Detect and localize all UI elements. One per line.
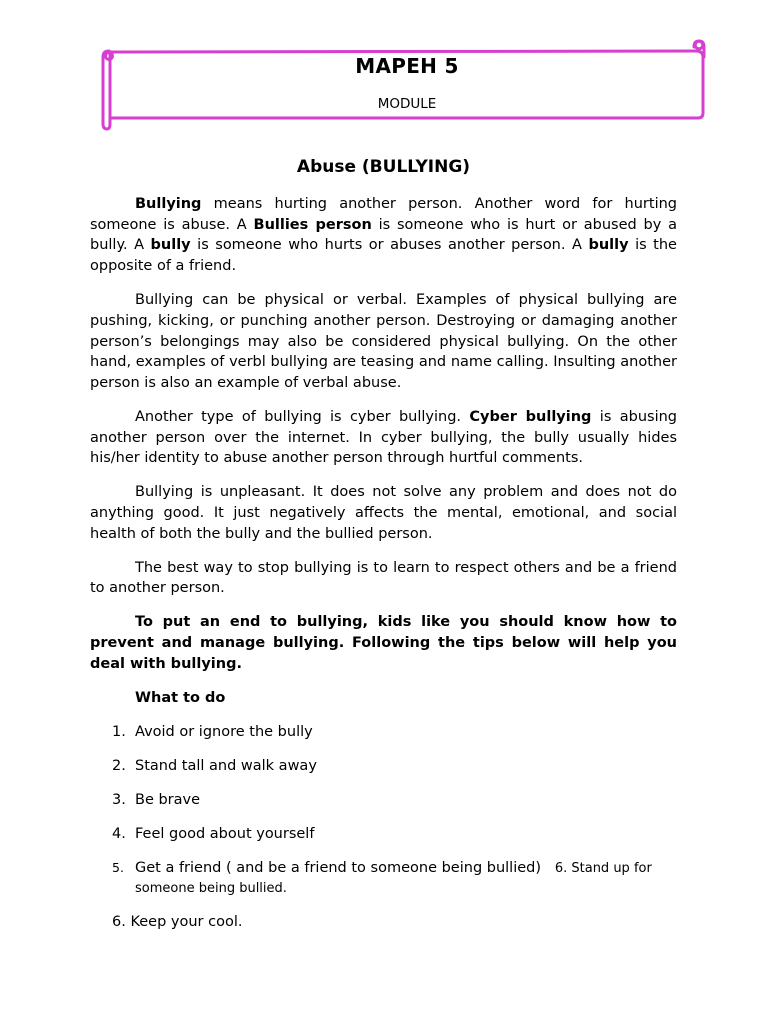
bold-term: bully xyxy=(588,237,629,254)
tips-list xyxy=(90,722,677,899)
scroll-banner-frame xyxy=(98,37,710,134)
paragraph-text: means hurting another person. Another word for hurting someone is abuse. A xyxy=(90,196,677,233)
last-list-item: 6. Keep your cool. xyxy=(112,914,243,931)
bold-term: Bullies person xyxy=(253,216,372,233)
paragraph-definition xyxy=(90,194,677,277)
paragraph-cyber xyxy=(90,407,677,469)
paragraph-best-way: The best way to stop bullying is to learn to respect others and be a friend to another person. xyxy=(90,559,677,597)
paragraph-tips-intro: To put an end to bullying, kids like you should know how to prevent and manage bullying. Following the tips below will help you deal with bullying. xyxy=(90,614,677,672)
paragraph-unpleasant: Bullying is unpleasant. It does not solve any problem and does not do anything good. It just negatively affects the mental, emotional, and social health of both the bully and the bullied person. xyxy=(90,484,677,542)
list-number: 4. xyxy=(112,825,126,842)
list-item-text: Stand tall and walk away xyxy=(135,757,317,774)
list-number: 5. xyxy=(112,859,124,875)
list-number: 2. xyxy=(112,757,126,774)
paragraph-text: is someone who is hurt or abused by a bully. A xyxy=(90,216,678,254)
list-item xyxy=(90,824,677,845)
list-item xyxy=(90,858,677,899)
list-item xyxy=(90,756,677,777)
paragraph-text: is the opposite of a friend. xyxy=(90,237,677,275)
list-item-text: Be brave xyxy=(135,791,201,808)
what-to-do-heading: What to do xyxy=(135,689,226,706)
bold-term: Cyber bullying xyxy=(469,408,592,425)
document-body xyxy=(90,194,677,933)
paragraph-text: is abusing another person over the internet. In cyber bullying, the bully usually hides his/her identity to abuse another person through hurtful comments. xyxy=(90,408,677,467)
document-title: Abuse (BULLYING) xyxy=(296,157,471,177)
list-item-text: Get a friend ( and be a friend to someone being bullied) xyxy=(135,859,542,876)
list-number: 1. xyxy=(112,723,126,740)
module-title: MAPEH 5 xyxy=(355,54,459,78)
list-item-text: Avoid or ignore the bully xyxy=(135,723,313,740)
module-subtitle: MODULE xyxy=(377,96,437,112)
bold-term: Bullying xyxy=(135,196,202,212)
paragraph-physical-verbal: Bullying can be physical or verbal. Examples of physical bullying are pushing, kicking, or punching another person. Destroying or damaging another person’s belongings may also be considered physical bullying. On the other hand, examples of verbl bullying are teasing and name calling. Insulting another person is also an example of verbal abuse. xyxy=(90,292,677,391)
list-item xyxy=(90,790,677,811)
bold-term: bully xyxy=(150,237,191,254)
paragraph-text: Another type of bullying is cyber bullying. xyxy=(135,408,470,425)
paragraph-text: is someone who hurts or abuses another person. A xyxy=(190,237,589,254)
list-item-text: Feel good about yourself xyxy=(135,825,315,842)
list-item-extra-text: 6. Stand up for someone being bullied. xyxy=(135,860,652,897)
list-number: 3. xyxy=(112,791,126,808)
list-item xyxy=(90,722,677,743)
